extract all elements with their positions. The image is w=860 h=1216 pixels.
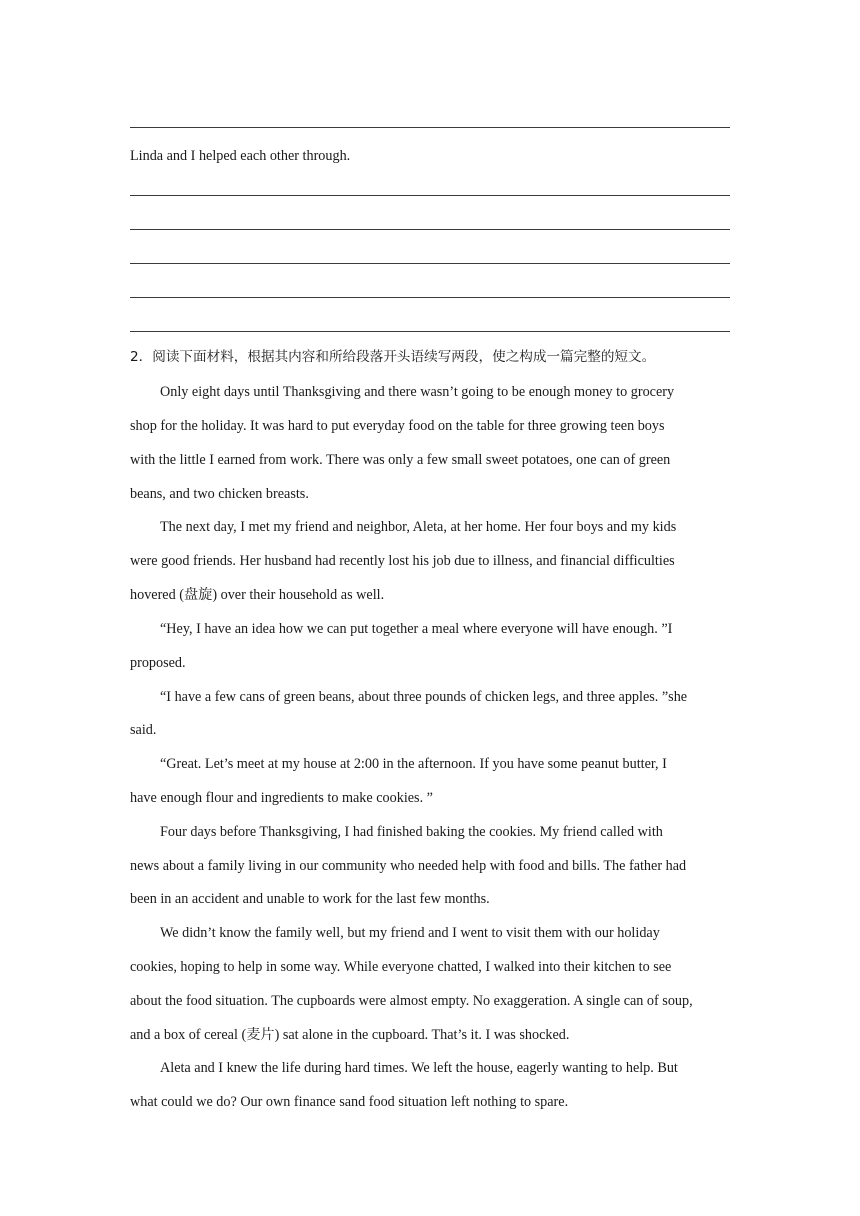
passage-line: The next day, I met my friend and neighbor, Aleta, at her home. Her four boys and my kids [160, 519, 677, 535]
passage-line: Only eight days until Thanksgiving and there wasn’t going to be enough money to grocery [160, 384, 675, 400]
answer-line [130, 195, 730, 196]
passage-line: beans, and two chicken breasts. [130, 486, 309, 502]
passage-line: have enough flour and ingredients to make cookies. ” [130, 790, 433, 806]
passage-line: what could we do? Our own finance sand food situation left nothing to spare. [130, 1094, 569, 1110]
task-instruction-text: 阅读下面材料，根据其内容和所给段落开头语续写两段，使之构成一篇完整的短文。 [152, 349, 656, 365]
task-instruction [130, 348, 655, 366]
passage-line: were good friends. Her husband had recently lost his job due to illness, and financial difficulties [130, 553, 675, 569]
passage-line: “Great. Let’s meet at my house at 2:00 in the afternoon. If you have some peanut butter, I [160, 756, 667, 772]
passage-line: shop for the holiday. It was hard to put everyday food on the table for three growing teen boys [130, 418, 665, 434]
passage-line: Aleta and I knew the life during hard times. We left the house, eagerly wanting to help. But [160, 1060, 678, 1076]
passage-line: “I have a few cans of green beans, about three pounds of chicken legs, and three apples. ”she [160, 689, 688, 705]
passage-line: cookies, hoping to help in some way. While everyone chatted, I walked into their kitchen to see [130, 959, 672, 975]
passage-line: hovered (盘旋) over their household as well. [130, 587, 385, 603]
passage-line: said. [130, 722, 157, 738]
answer-line [130, 229, 730, 230]
answer-line [130, 297, 730, 298]
task-number: 2． [130, 349, 153, 365]
passage-line: We didn’t know the family well, but my friend and I went to visit them with our holiday [160, 925, 660, 941]
passage-line: Four days before Thanksgiving, I had finished baking the cookies. My friend called with [160, 824, 663, 840]
passage-line: about the food situation. The cupboards were almost empty. No exaggeration. A single can of soup, [130, 993, 693, 1009]
answer-line [130, 331, 730, 332]
passage-line: news about a family living in our community who needed help with food and bills. The father had [130, 858, 687, 874]
continuation-opening-line: Linda and I helped each other through. [130, 148, 351, 164]
passage-line: and a box of cereal (麦片) sat alone in the cupboard. That’s it. I was shocked. [130, 1027, 570, 1043]
passage-line: with the little I earned from work. There was only a few small sweet potatoes, one can of green [130, 452, 671, 468]
answer-line [130, 127, 730, 128]
answer-line [130, 263, 730, 264]
passage-line: proposed. [130, 655, 186, 671]
passage-line: “Hey, I have an idea how we can put together a meal where everyone will have enough. ”I [160, 621, 673, 637]
passage-line: been in an accident and unable to work for the last few months. [130, 891, 490, 907]
